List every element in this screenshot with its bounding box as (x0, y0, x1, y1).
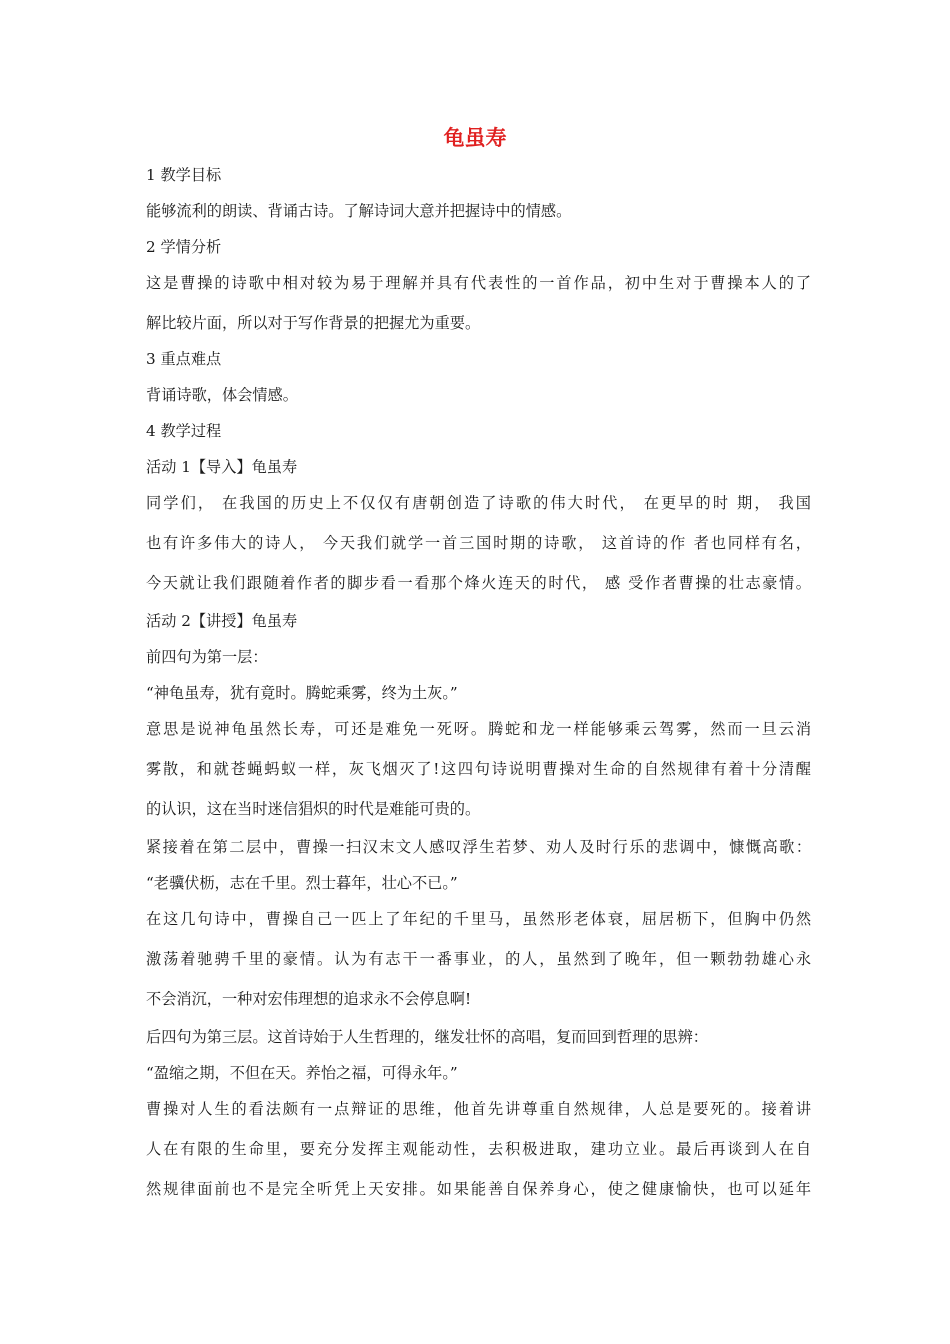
paragraph-line: 的认识，这在当时迷信猖炽的时代是难能可贵的。 (146, 800, 481, 818)
paragraph-line: 激荡着驰骋千里的豪情。认为有志干一番事业，的人，虽然到了晚年，但一颗勃勃雄心永 (146, 950, 811, 968)
section-heading: 3 重点难点 (146, 350, 222, 368)
paragraph-line: 紧接着在第二层中，曹操一扫汉末文人感叹浮生若梦、劝人及时行乐的悲调中，慷慨高歌： (146, 838, 811, 856)
paragraph-line: 曹操对人生的看法颇有一点辩证的思维，他首先讲尊重自然规律，人总是要死的。接着讲 (146, 1100, 811, 1118)
paragraph-line: 解比较片面，所以对于写作背景的把握尤为重要。 (146, 314, 481, 332)
paragraph-line: 能够流利的朗读、背诵古诗。了解诗词大意并把握诗中的情感。 (146, 202, 572, 220)
paragraph-line: 意思是说神龟虽然长寿，可还是难免一死呀。腾蛇和龙一样能够乘云驾雾，然而一旦云消 (146, 720, 811, 738)
paragraph-line: 今天就让我们跟随着作者的脚步看一看那个烽火连天的时代， 感 受作者曹操的壮志豪情。 (146, 574, 811, 592)
activity-heading: 活动 1【导入】龟虽寿 (146, 458, 298, 476)
paragraph-line: 这是曹操的诗歌中相对较为易于理解并具有代表性的一首作品，初中生对于曹操本人的了 (146, 274, 811, 292)
poem-quote: “盈缩之期，不但在天。养怡之福，可得永年。” (146, 1064, 458, 1082)
paragraph-line: 人在有限的生命里，要充分发挥主观能动性，去积极进取，建功立业。最后再谈到人在自 (146, 1140, 811, 1158)
paragraph-line: 后四句为第三层。这首诗始于人生哲理的，继发壮怀的高唱，复而回到哲理的思辨： (146, 1028, 708, 1046)
paragraph-line: 在这几句诗中，曹操自己一匹上了年纪的千里马，虽然形老体衰，屈居枥下，但胸中仍然 (146, 910, 811, 928)
section-heading: 4 教学过程 (146, 422, 222, 440)
activity-heading: 活动 2【讲授】龟虽寿 (146, 612, 298, 630)
section-heading: 2 学情分析 (146, 238, 222, 256)
section-heading: 1 教学目标 (146, 166, 222, 184)
paragraph-line: 前四句为第一层： (146, 648, 268, 666)
paragraph-line: 背诵诗歌，体会情感。 (146, 386, 298, 404)
paragraph-line: 同学们， 在我国的历史上不仅仅有唐朝创造了诗歌的伟大时代， 在更早的时 期， 我国 (146, 494, 811, 512)
paragraph-line: 不会消沉，一种对宏伟理想的追求永不会停息啊! (146, 990, 472, 1008)
document-title: 龟虽寿 (443, 125, 507, 150)
poem-quote: “老骥伏枥，志在千里。烈士暮年，壮心不已。” (146, 874, 458, 892)
paragraph-line: 然规律面前也不是完全听凭上天安排。如果能善自保养身心，使之健康愉快，也可以延年 (146, 1180, 811, 1198)
paragraph-line: 雾散，和就苍蝇蚂蚁一样，灰飞烟灭了!这四句诗说明曹操对生命的自然规律有着十分清醒 (146, 760, 811, 778)
poem-quote: “神龟虽寿，犹有竟时。腾蛇乘雾，终为土灰。” (146, 684, 458, 702)
paragraph-line: 也有许多伟大的诗人， 今天我们就学一首三国时期的诗歌， 这首诗的作 者也同样有名， (146, 534, 811, 552)
